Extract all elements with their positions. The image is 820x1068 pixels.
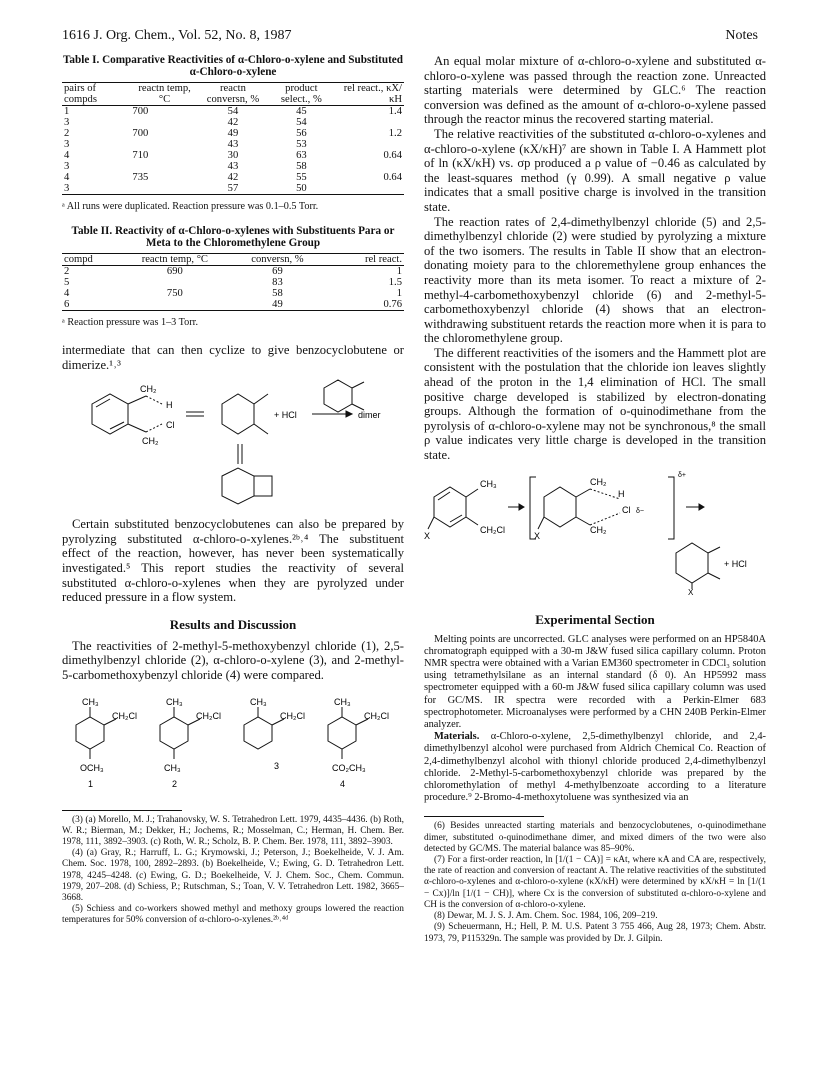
table2-cell: 690: [166, 266, 183, 277]
reference: (7) For a first-order reaction, ln [1/(1 − CA)] = κAt, where κA and CA are, respectively, the rate of reaction and conversion of reactant A. The relative reactivities of the substituted α-chloro-o-xylenes and α-chloro-o-xylene (κX/κH) were determined by κX/κH = ln [1/(1 − Cx)]/ln [1/(1 − CH)], where Cx is the conversion of substituted α-chloro-o-xylene and CH is the conversion of α-chloro-o-xylene.: [424, 855, 766, 910]
table1-cell: [130, 183, 198, 195]
table1-cell: [336, 183, 404, 195]
table1-cell: 58: [296, 161, 307, 172]
table1-cell: 3: [64, 139, 70, 150]
table1-row: [62, 117, 404, 128]
table1-header: pairs of compds: [64, 83, 97, 105]
table1-cell: 4: [64, 150, 70, 161]
table1-cell: [336, 161, 404, 172]
left-column: [62, 54, 404, 927]
table2: [62, 253, 404, 311]
paragraph: intermediate that can then cyclize to give benzocyclobutene or dimerize.¹˒³: [62, 343, 404, 372]
table2-cell: 2: [64, 266, 70, 277]
compound-substituent-label: CO₂CH₃: [332, 762, 366, 773]
table1-cell: [130, 117, 198, 128]
table1-header: rel react., κX/κH: [343, 83, 402, 105]
compound-1: [76, 707, 116, 759]
scheme2-ch2cl: CH₂Cl: [480, 524, 505, 535]
table2-cell: 49: [272, 299, 283, 310]
table1-cell: 42: [227, 117, 239, 128]
scheme1-cl: Cl: [166, 420, 175, 431]
scheme2-x3: X: [688, 587, 694, 595]
table1-cell: 43: [227, 139, 239, 150]
scheme1-h: H: [166, 400, 173, 411]
table1-cell: [336, 117, 404, 128]
scheme1-dimer: dimer: [358, 410, 381, 421]
table1-row: [62, 150, 404, 161]
table1-cell: [130, 139, 198, 150]
compound-ch3-label: CH₃: [82, 696, 99, 707]
scheme2-delta-minus: δ−: [636, 507, 644, 515]
table2-header: reactn temp, °C: [141, 254, 208, 265]
table1-cell: 710: [132, 150, 149, 161]
paragraph: The reactivities of 2-methyl-5-methoxybenzyl chloride (1), 2,5-dimethylbenzyl chloride (2), α-chloro-o-xylene (3), and 2-methyl-5-carbomethoxybenzyl chloride (4) were compared.: [62, 638, 404, 682]
table2-cell: 750: [166, 288, 183, 299]
table1-cell: 42: [227, 172, 239, 183]
compound-number: 3: [274, 760, 280, 771]
table1-cell: [130, 161, 198, 172]
references-left: [62, 815, 404, 927]
table2-row: [62, 288, 404, 299]
table2-caption: Table II. Reactivity of α-Chloro-o-xylenes with Substituents Para or Meta to the Chloromethylene Group: [71, 225, 395, 249]
table2-cell: 58: [272, 288, 283, 299]
compound-ch3-label: CH₃: [250, 696, 267, 707]
table2-footnote: ᵃ Reaction pressure was 1–3 Torr.: [62, 317, 198, 328]
compound-ch3-label: CH₃: [166, 696, 183, 707]
table1-cell: 54: [296, 117, 307, 128]
table1-cell: 55: [296, 172, 307, 183]
run-in-heading: Materials.: [434, 731, 480, 743]
table1-header: reactn temp, °C: [138, 83, 191, 105]
compound-number: 4: [340, 778, 346, 789]
table1-header: product select., %: [280, 83, 322, 105]
scheme-1: [62, 372, 404, 512]
table1-row: [62, 172, 404, 183]
benzene-ring: [92, 394, 128, 434]
table2-cell: 6: [64, 299, 70, 310]
table1-cell: [336, 139, 404, 150]
table2-header: conversn, %: [251, 254, 304, 265]
table2-cell: 1: [396, 266, 402, 277]
compound-structures: [62, 689, 404, 797]
table1-cell: 63: [296, 150, 307, 161]
body-text-left: [62, 343, 404, 372]
references-right: [424, 821, 766, 944]
table2-header: rel react.: [364, 254, 402, 265]
table1-cell: 1: [64, 106, 70, 117]
scheme2-h: H: [618, 488, 625, 499]
table1: [62, 82, 404, 195]
table1-cell: 2: [64, 128, 70, 139]
header-citation: 1616 J. Org. Chem., Vol. 52, No. 8, 1987: [62, 28, 292, 43]
table1-cell: 50: [296, 183, 307, 194]
reference: (8) Dewar, M. J. S. J. Am. Chem. Soc. 1984, 106, 209–219.: [434, 911, 658, 922]
section-heading: Results and Discussion: [169, 616, 297, 632]
table1-cell: 735: [132, 172, 149, 183]
table1-cell: 0.64: [383, 150, 402, 161]
table1-caption: Table I. Comparative Reactivities of α-Chloro-o-xylene and Substituted α-Chloro-o-xylene: [63, 54, 403, 78]
body-text-left-3: [62, 639, 404, 683]
table2-cell: 83: [272, 277, 283, 288]
scheme1-ch2: CH₂: [140, 384, 157, 395]
scheme2-ch2-bottom: CH₂: [590, 524, 607, 535]
table1-cell: 700: [132, 106, 149, 117]
paragraph: An equal molar mixture of α-chloro-o-xylene and substituted α-chloro-o-xylene was passed through the reaction zone. Unreacted starting materials were determined by GLC.⁶ The reaction conversion was defined as the amount of α-chloro-o-xylene passed through the reactor minus the recovered starting material.: [424, 54, 766, 127]
table1-cell: 49: [227, 128, 239, 139]
scheme2-cl: Cl: [622, 504, 631, 515]
table1-cell: 3: [64, 117, 70, 128]
table1-cell: 3: [64, 183, 70, 194]
compound-ch2cl-label: CH₂Cl: [280, 710, 305, 721]
table1-row: [62, 128, 404, 139]
table2-row: [62, 299, 404, 311]
compound-number: 1: [88, 778, 94, 789]
table1-cell: 30: [227, 150, 239, 161]
table1-cell: 700: [132, 128, 149, 139]
scheme2-x2: X: [534, 530, 541, 541]
table2-cell: 4: [64, 288, 70, 299]
body-text-left-2: [62, 517, 404, 605]
paragraph-text: α-Chloro-o-xylene, 2,5-dimethylbenzyl chloride, and 2,4-dimethylbenzyl alcohol were purchased from Aldrich Chemical Co. Reaction of 2,4-dimethylbenzyl alcohol with thionyl chloride produced 2,4-dimethylbenzyl chloride. 2-Methyl-5-carbomethoxybenzyl chloride was prepared by the chloromethylation of methyl 4-methylbenzoate according to a literature procedure.⁹ 2-Bromo-4-methoxytoluene was synthesized via an: [424, 731, 766, 804]
table1-cell: 1.2: [388, 128, 402, 139]
table2-header: compd: [64, 254, 93, 265]
table1-cell: 1.4: [388, 106, 402, 117]
table1-cell: 53: [296, 139, 307, 150]
table2-cell: 1: [396, 288, 402, 299]
table1-row: [62, 139, 404, 150]
paragraph: Melting points are uncorrected. GLC analyses were performed on an HP5840A chromatograph equipped with a 30-m J&W fused silica capillary column. Proton NMR spectra were obtained with a Varian EM360 spectrometer in CDCl₃ solution using tetramethylsilane as an internal standard (δ 0). An HP5992 mass spectrometer equipped with a 60-m J&W fused silica capillary column was used for GC/MS. IR spectra were recorded with a Perkin-Elmer 683 spectrophotometer. Microanalyses were performed by a CHN 240B Perkin-Elmer analyzer.: [424, 633, 766, 731]
paragraph: The different reactivities of the isomers and the Hammett plot are consistent with the postulation that the chloride ion leaves slightly ahead of the proton in the 1,4 elimination of HCl. The small positive charge developed is stabilized by electron-donating groups. Although the formation of o-quinodimethane from the pyrolysis of α-chloro-o-xylene may not be synchronous,⁸ the small ρ value indicates very little charge is developed in the transition state.: [424, 345, 766, 463]
body-text-right: [424, 54, 766, 463]
compound-ch3-label: CH₃: [334, 696, 351, 707]
table1-cell: 0.64: [383, 172, 402, 183]
running-header: [62, 28, 758, 46]
table2-cell: 0.76: [383, 299, 402, 310]
table2-cell: 1.5: [388, 277, 402, 288]
table1-cell: 56: [296, 128, 307, 139]
table2-cell: 69: [272, 266, 283, 277]
paragraph: [424, 731, 766, 804]
scheme2-x: X: [424, 530, 431, 541]
reference: (9) Scheuermann, H.; Hell, P. M. U.S. Patent 3 755 466, Aug 28, 1973; Chem. Abstr. 1973, 79, P115329n. The sample was provided by Dr. J. Gilpin.: [424, 922, 766, 944]
experimental-text: [424, 634, 766, 805]
table1-row: [62, 106, 404, 118]
reference: (3) (a) Morello, M. J.; Trahanovsky, W. S. Tetrahedron Lett. 1979, 4435–4436. (b) Roth, W. R.; Bierman, M.; Dekker, H.; Jochems, R.; Mosselman, C.; Herman, H. Chem. Ber. 1978, 111, 3892–3903. (c) Roth, W. R.; Scholz, B. P. Chem. Ber. 1978, 111, 3892–3903.: [62, 814, 404, 847]
table2-cell: [124, 299, 227, 311]
scheme2-delta-plus: δ+: [678, 471, 686, 479]
table2-row: [62, 277, 404, 288]
scheme-2: [424, 469, 766, 595]
right-column: [424, 54, 766, 945]
header-section: Notes: [725, 28, 758, 43]
compound-substituent-label: OCH₃: [80, 762, 104, 773]
table1-cell: 57: [227, 183, 239, 194]
compound-substituent-label: CH₃: [164, 762, 181, 773]
table2-cell: 5: [64, 277, 70, 288]
table1-body: [62, 106, 404, 195]
table2-row: [62, 266, 404, 278]
compound-4: [328, 707, 368, 759]
compound-number: 2: [172, 778, 178, 789]
scheme2-ch2: CH₂: [590, 476, 607, 487]
table1-footnote: ᵃ All runs were duplicated. Reaction pressure was 0.1–0.5 Torr.: [62, 201, 319, 212]
table1-cell: 4: [64, 172, 70, 183]
scheme1-ch2-bottom: CH₂: [142, 436, 159, 447]
section-heading: Experimental Section: [535, 611, 655, 627]
scheme2-ch3: CH₃: [480, 478, 497, 489]
reference: (6) Besides unreacted starting materials and benzocyclobutenes, o-quinodimethane dimer, substituted o-quinodimethane dimer, and mixed dimers of the two were also detected by GC/MS. The material balance was 85–90%.: [424, 821, 766, 854]
table2-cell: [124, 277, 227, 288]
table1-row: [62, 183, 404, 195]
table1-row: [62, 161, 404, 172]
scheme2-hcl: + HCl: [724, 558, 747, 569]
reference: (4) (a) Gray, R.; Harruff, L. G.; Krymowski, J.; Peterson, J.; Boekelheide, V. J. Am. Chem. Soc. 1978, 100, 2892–2893. (b) Boekelheide, V.; Ewing, G. D. Tetrahedron Lett. 1978, 4245–4248. (c) Ewing, G. D.; Boekelheide, V. J. Chem. Soc., Chem. Commun. 1979, 207–208. (d) Schiess, P.; Rutschman, S.; Toan, V. V. Tetrahedron Lett. 1982, 3665–3668.: [62, 848, 404, 903]
table1-cell: 43: [227, 161, 239, 172]
table1-cell: 3: [64, 161, 70, 172]
compound-2: [160, 707, 200, 759]
compound-ch2cl-label: CH₂Cl: [364, 710, 389, 721]
table1-cell: 54: [227, 106, 239, 117]
table1-header: reactn conversn, %: [206, 83, 260, 105]
scheme1-hcl: + HCl: [274, 410, 297, 421]
table2-body: [62, 266, 404, 311]
paragraph: Certain substituted benzocyclobutenes can also be prepared by pyrolyzing substituted α-chloro-o-xylenes.²ᵇ˒⁴ The substituent effect of the reaction, however, has never been systematically investigated.⁵ This report studies the reactivity of several substituted α-chloro-o-xylenes when they are pyrolyzed under reduced pressure in a flow system.: [62, 517, 404, 605]
reference: (5) Schiess and co-workers showed methyl and methoxy groups lowered the reaction temperatures for 50% conversion of α-chloro-o-xylenes.²ᵇ˒⁴ᵈ: [62, 904, 404, 926]
paragraph: The relative reactivities of the substituted α-chloro-o-xylenes and α-chloro-o-xylene (κX/κH)⁷ are shown in Table I. A Hammett plot of ln (κX/κH) vs. σp produced a ρ value of −0.46 as calculated by the least-squares method (γ 0.99). A small negative ρ value indicates that a small positive charge is involved in the transition state.: [424, 126, 766, 214]
compound-3: [244, 707, 284, 749]
table1-cell: 45: [296, 106, 307, 117]
compound-ch2cl-label: CH₂Cl: [112, 710, 137, 721]
paragraph: The reaction rates of 2,4-dimethylbenzyl chloride (5) and 2,5-dimethylbenzyl chloride (2) were studied by pyrolyzing a mixture of the two isomers. The results in Table II show that an electron-donating moiety para to the chloremethylene group enhances the reactivity more than its meta isomer. To react a mixture of 2-methyl-4-carbomethoxybenzyl chloride (6) and 2-methyl-5-carbomethoxybenzyl chloride (4) shows that an electron-withdrawing substituent retards the reaction more when it is para to the chloromethylene group.: [424, 214, 766, 346]
compound-ch2cl-label: CH₂Cl: [196, 710, 221, 721]
